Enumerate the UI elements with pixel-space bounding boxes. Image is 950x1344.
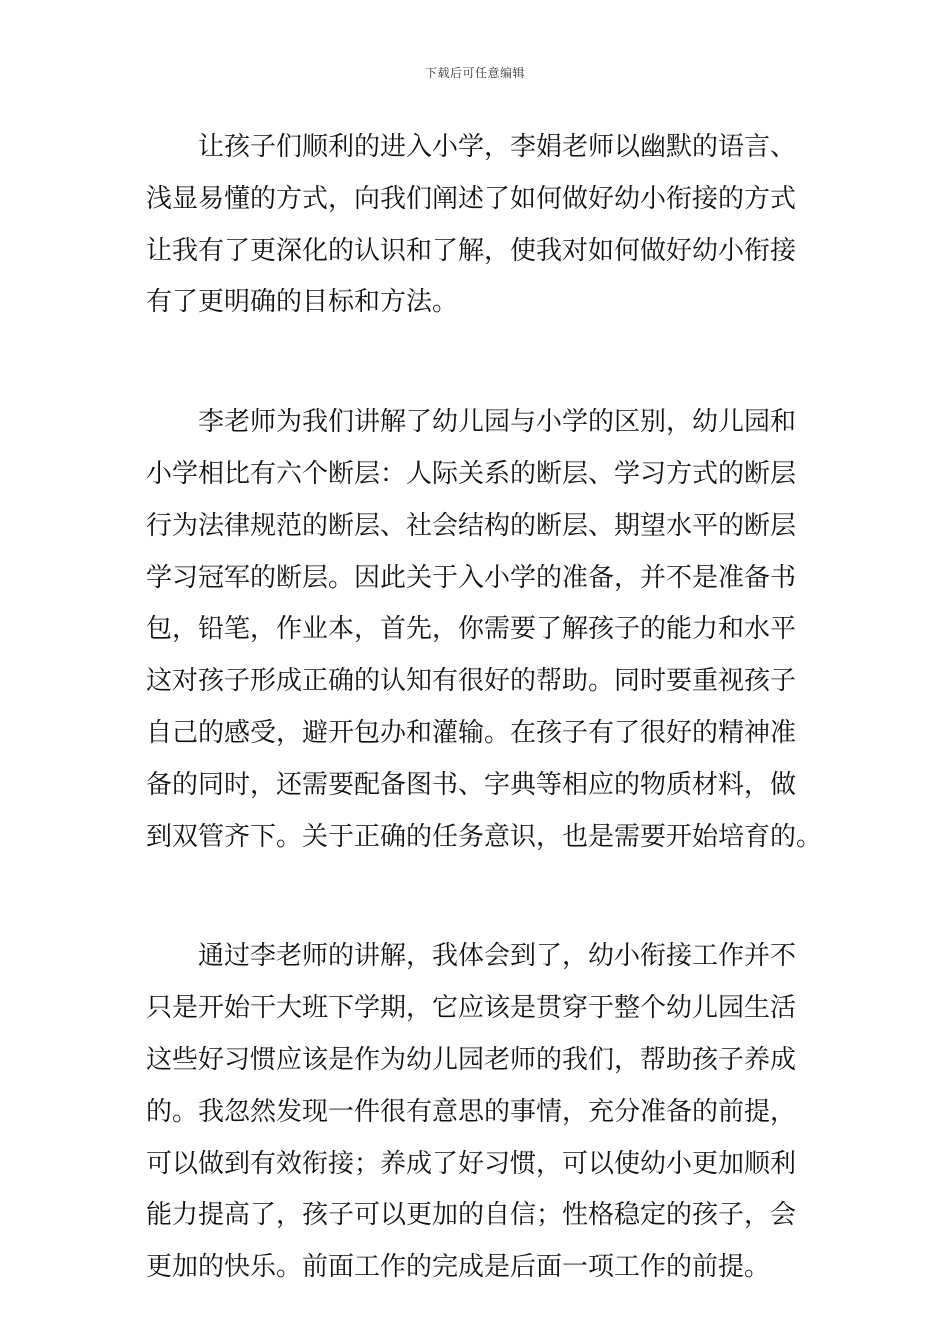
paragraph-line: 浅显易懂的方式，向我们阐述了如何做好幼小衔接的方式: [146, 183, 797, 214]
paragraph-line: 有了更明确的目标和方法。: [146, 287, 459, 318]
paragraph-line: 学习冠军的断层。因此关于入小学的准备，并不是准备书: [146, 562, 797, 593]
paragraph-line: 自己的感受，避开包办和灌输。在孩子有了很好的精神准: [146, 717, 797, 748]
paragraph-3: [146, 931, 806, 1294]
page-header: 下载后可任意编辑: [424, 66, 525, 80]
paragraph-line: 李老师为我们讲解了幼儿园与小学的区别，幼儿园和: [198, 407, 797, 438]
paragraph-line: 的。我忽然发现一件很有意思的事情，充分准备的前提，: [146, 1096, 797, 1127]
paragraph-line: 备的同时，还需要配备图书、字典等相应的物质材料，做: [146, 769, 797, 800]
paragraph-line: 可以做到有效衔接；养成了好习惯，可以使幼小更加顺利: [146, 1148, 797, 1179]
paragraph-line: 到双管齐下。关于正确的任务意识，也是需要开始培育的。: [146, 821, 823, 852]
paragraph-line: 只是开始干大班下学期，它应该是贯穿于整个幼儿园生活: [146, 993, 797, 1024]
paragraph-line: 小学相比有六个断层：人际关系的断层、学习方式的断层: [146, 458, 797, 489]
paragraph-line: 这些好习惯应该是作为幼儿园老师的我们，帮助孩子养成: [146, 1044, 797, 1075]
paragraph-line: 行为法律规范的断层、社会结构的断层、期望水平的断层: [146, 510, 797, 541]
paragraph-line: 能力提高了，孩子可以更加的自信；性格稳定的孩子，会: [146, 1200, 797, 1231]
paragraph-line: 更加的快乐。前面工作的完成是后面一项工作的前提。: [146, 1252, 771, 1283]
paragraph-line: 让孩子们顺利的进入小学，李娟老师以幽默的语言、: [198, 132, 797, 162]
paragraph-1: [146, 122, 806, 329]
paragraph-line: 这对孩子形成正确的认知有很好的帮助。同时要重视孩子: [146, 666, 797, 697]
document-body: [146, 122, 823, 1294]
paragraph-2: [146, 397, 823, 863]
paragraph-line: 通过李老师的讲解，我体会到了，幼小衔接工作并不: [198, 941, 797, 972]
paragraph-line: 让我有了更深化的认识和了解，使我对如何做好幼小衔接: [146, 235, 797, 266]
paragraph-line: 包，铅笔，作业本，首先，你需要了解孩子的能力和水平: [146, 614, 797, 645]
